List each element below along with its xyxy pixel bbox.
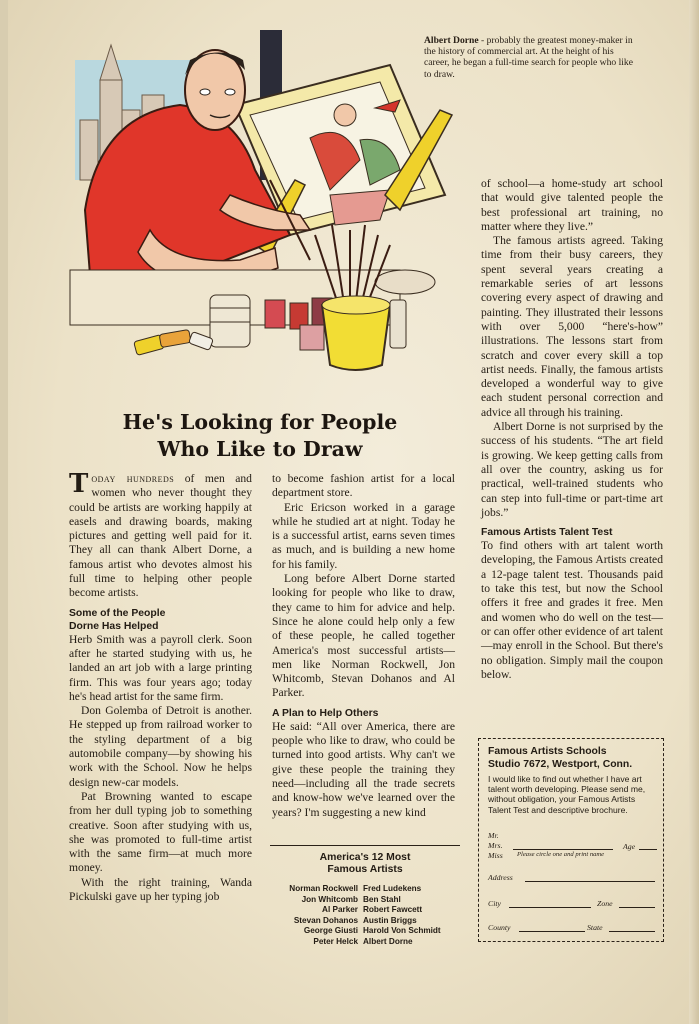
label-zone: Zone <box>597 899 613 908</box>
age-field[interactable] <box>639 849 657 850</box>
county-field[interactable] <box>519 931 585 932</box>
paragraph-he-said: He said: “All over America, there are people who like to draw, who could be turned into good artists. Why can't we give these people the training they need—including all the trade secrets and know-how we've learned over the years? I'm suggesting a new kind <box>272 719 455 819</box>
artist-name-left: Stevan Dohanos <box>293 915 358 925</box>
mixing-bowl <box>375 270 435 294</box>
subhead-some-people <box>69 607 252 633</box>
artist-row <box>270 926 460 937</box>
paragraph-talent-test: To find others with art talent worth developing, the Famous Artists created a 12-page talent test. Thousands paid to take this test, but now the School offers it free and grades it free. Men and women who do well on the test—or can offer other evidence of art talent—may enroll in the School. But there's no obligation. Simply mail the coupon below. <box>481 539 663 681</box>
intro-smallcaps: oday hundreds <box>91 472 175 485</box>
artist-name-left: George Giusti <box>303 926 358 935</box>
headline <box>100 409 420 463</box>
headline-line-2: Who Like to Draw <box>157 437 363 461</box>
city-field[interactable] <box>509 907 591 908</box>
artist-name-right: Harold Von Schmidt <box>363 926 441 935</box>
famous-artists-list <box>270 845 460 947</box>
artist-row <box>270 884 460 895</box>
coupon-school-name: Famous Artists Schools <box>488 746 607 757</box>
artist-name-right: Ben Stahl <box>363 894 401 904</box>
intro-paragraph <box>69 469 252 601</box>
headline-line-1: He's Looking for People <box>122 410 398 434</box>
caption-text: - probably the greatest money-maker in the history of commercial art. At the height of his career, he began a full-time search for people who like to draw. <box>424 35 633 80</box>
artist-name-right: Robert Fawcett <box>363 905 423 914</box>
address-field[interactable] <box>525 881 655 882</box>
name-field[interactable] <box>513 849 613 850</box>
artist-illustration <box>60 20 460 395</box>
artist-name-left: Peter Helck <box>313 936 358 946</box>
drop-cap: T <box>69 469 89 499</box>
artist-name-right: Fred Ludekens <box>363 884 422 893</box>
caption-name: Albert Dorne <box>424 35 479 46</box>
artist-row <box>270 895 460 906</box>
label-age: Age <box>623 842 636 851</box>
paragraph-not-surprised: Albert Dorne is not surprised by the success of his students. “The art field is growing. We keep getting calls from all over the country, asking us for practical, well-trained students who can step into full-time or part-time art jobs.” <box>481 420 663 519</box>
label-miss: Miss <box>488 851 503 860</box>
label-address: Address <box>488 873 513 882</box>
paragraph-artists-agreed: The famous artists agreed. Taking time from their busy careers, they spent several years creating a remarkable series of art lessons covering every aspect of drawing and painting. They illustrated their lessons with over 5,000 “here's-how” illustrations. The lessons start from scratch and cover every skill a top artist needs. Finally, the famous artists developed a wonderful way to give each student personal correction and advice all through his training. <box>481 234 663 419</box>
artist-name-right: Austin Briggs <box>363 915 417 925</box>
paragraph-wanda: With the right training, Wanda Pickulski gave up her typing job <box>69 875 252 904</box>
column-3 <box>481 177 663 682</box>
paragraph-don-golemba: Don Golemba of Detroit is another. He stepped up from railroad worker to the styling department of a big automobile company—by showing his work with the School. Now he helps design new-car models. <box>69 704 252 789</box>
artist-row <box>270 916 460 927</box>
subhead-line-2: Dorne Has Helped <box>69 620 159 632</box>
artist-row <box>270 937 460 948</box>
famous-title-line-1: America's 12 Most <box>319 852 411 863</box>
paragraph-eric-ericson: Eric Ericson worked in a garage while he studied art at night. Today he is a successful artist, earns seven times as much, and is building a new home for his family. <box>272 500 455 571</box>
label-mr: Mr. <box>488 831 499 840</box>
bottle <box>390 300 406 348</box>
illustration-caption <box>424 35 634 80</box>
mail-coupon[interactable] <box>478 738 664 942</box>
subhead-talent-test: Famous Artists Talent Test <box>481 527 613 539</box>
column-2 <box>272 472 455 820</box>
paragraph-long-before: Long before Albert Dorne started looking for people who like to draw, they came to him for advice and help. Since he alone could help only a few of these people, he called together America's most successful artists—men like Norman Rockwell, Jon Whitcomb, Stevan Dohanos and Al Parker. <box>272 572 455 700</box>
artist-row <box>270 905 460 916</box>
artist-names <box>270 884 460 947</box>
artist-name-left: Al Parker <box>322 905 358 914</box>
column-1 <box>69 469 252 904</box>
label-mrs: Mrs. <box>488 841 503 850</box>
label-county: County <box>488 923 511 932</box>
coupon-request-text: I would like to find out whether I have art talent worth developing. Please send me, without obligation, your Famous Artists Talent Test and descriptive brochure. <box>488 774 646 815</box>
paint-tubes <box>134 329 214 355</box>
label-city: City <box>488 899 501 908</box>
circle-note: Please circle one and print name <box>517 851 605 858</box>
coupon-header <box>488 745 632 771</box>
paragraph-of-school: of school—a home-study art school that would give talented people the best professional art training, no matter where they live.” <box>481 177 663 233</box>
paragraph-herb-smith: Herb Smith was a payroll clerk. Soon after he started studying with us, he landed an art job with a large printing firm. This was four years ago; today he's head artist for the same firm. <box>69 632 252 703</box>
artist-name-left: Norman Rockwell <box>289 884 358 893</box>
page-edge-left <box>0 0 8 1024</box>
coupon-studio-address: Studio 7672, Westport, Conn. <box>488 759 633 770</box>
paragraph-fashion-artist: to become fashion artist for a local department store. <box>272 472 455 500</box>
subhead-plan: A Plan to Help Others <box>272 707 379 719</box>
artist-name-left: Jon Whitcomb <box>301 894 358 904</box>
label-state: State <box>587 923 603 932</box>
subhead-line-1: Some of the People <box>69 607 166 619</box>
artist-name-right: Albert Dorne <box>363 936 413 946</box>
paint-jars <box>210 295 332 350</box>
zone-field[interactable] <box>619 907 655 908</box>
state-field[interactable] <box>609 931 655 932</box>
intro-text: of men and women who never thought they could be artists are working happily at easels and drawing boards, making pictures and getting well paid for it. They all can thank Albert Dorne, a famous artist who devotes almost his full time to helping other people become artists. <box>69 472 252 600</box>
paragraph-pat-browning: Pat Browning wanted to escape from her dull typing job to something creative. Soon after studying with us, she was promoted to full-time artist with the same firm—at much more money. <box>69 789 252 875</box>
famous-artists-title <box>270 852 460 876</box>
page-edge-right <box>689 0 699 1024</box>
famous-title-line-2: Famous Artists <box>327 864 403 875</box>
